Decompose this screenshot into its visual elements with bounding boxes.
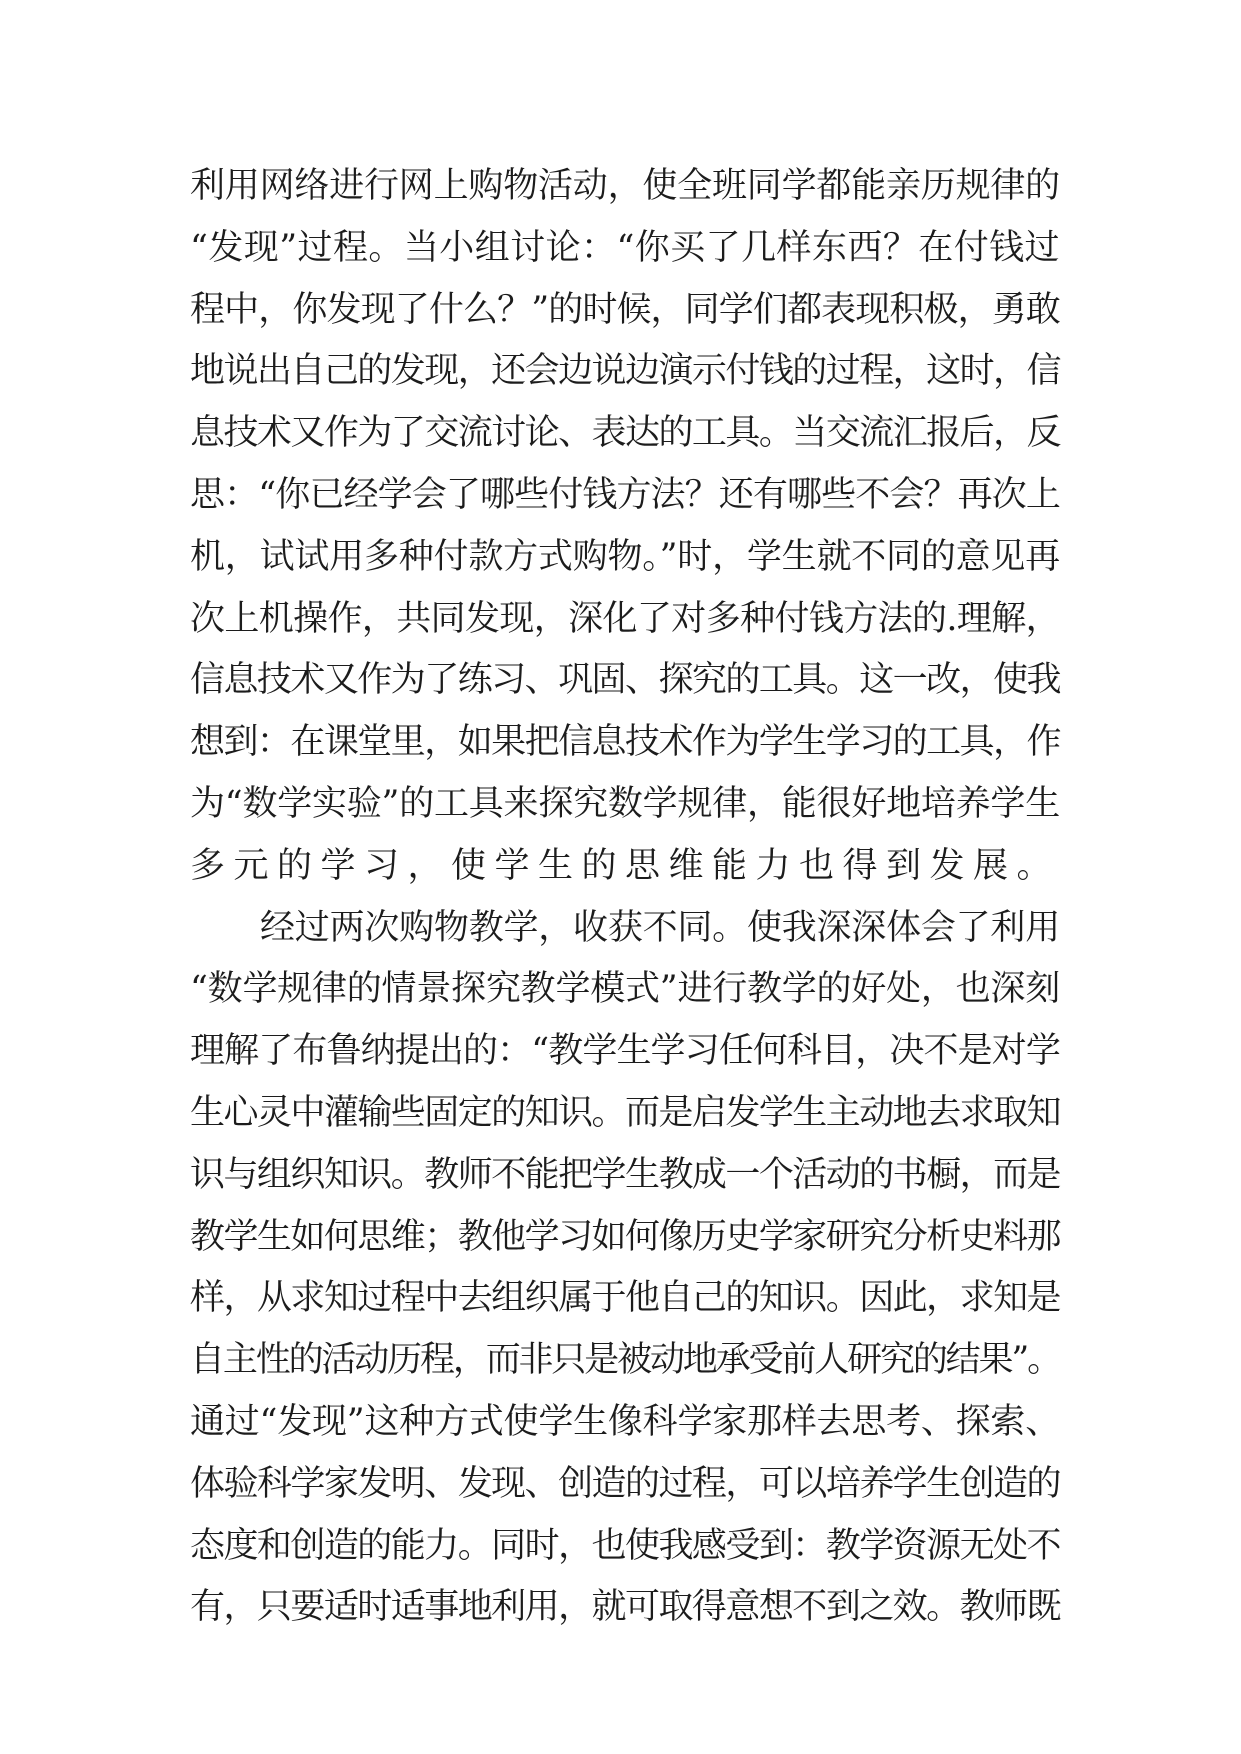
text-line: 样，从求知过程中去组织属于他自己的知识。因此，求知是: [190, 1278, 1060, 1319]
paragraph-1: [190, 156, 1060, 898]
text-line: 程中，你发现了什么？”的时候，同学们都表现积极，勇敢: [190, 289, 1060, 330]
text-line: 息技术又作为了交流讨论、表达的工具。当交流汇报后，反: [190, 413, 1060, 454]
text-line: 次上机操作，共同发现，深化了对多种付钱方法的.理解，: [190, 598, 1060, 639]
text-line: 生心灵中灌输些固定的知识。而是启发学生主动地去求取知: [190, 1092, 1060, 1133]
text-line: 信息技术又作为了练习、巩固、探究的工具。这一改，使我: [190, 660, 1060, 701]
text-line: “发现”过程。当小组讨论：“你买了几样东西？在付钱过: [190, 227, 1060, 268]
text-line: 多元的学习，使学生的思维能力也得到发展。: [190, 845, 1060, 886]
text-line: 通过“发现”这种方式使学生像科学家那样去思考、探索、: [190, 1401, 1060, 1442]
text-line: 识与组织知识。教师不能把学生教成一个活动的书橱，而是: [190, 1154, 1060, 1195]
text-line: 理解了布鲁纳提出的：“教学生学习任何科目，决不是对学: [190, 1031, 1060, 1072]
text-line: 为“数学实验”的工具来探究数学规律，能很好地培养学生: [190, 783, 1060, 824]
text-line: 思：“你已经学会了哪些付钱方法？还有哪些不会？再次上: [190, 474, 1060, 515]
text-line: “数学规律的情景探究教学模式”进行教学的好处，也深刻: [190, 969, 1060, 1010]
text-line: 有，只要适时适事地利用，就可取得意想不到之效。教师既: [190, 1587, 1060, 1628]
text-line: 态度和创造的能力。同时，也使我感受到：教学资源无处不: [190, 1525, 1060, 1566]
paragraph-2: [190, 898, 1060, 1640]
text-line: 利用网络进行网上购物活动，使全班同学都能亲历规律的: [190, 166, 1060, 206]
text-line: 地说出自己的发现，还会边说边演示付钱的过程，这时，信: [190, 351, 1060, 392]
text-line: 机，试试用多种付款方式购物。”时，学生就不同的意见再: [190, 536, 1060, 577]
text-line: 想到：在课堂里，如果把信息技术作为学生学习的工具，作: [190, 722, 1060, 763]
text-line: 体验科学家发明、发现、创造的过程，可以培养学生创造的: [190, 1463, 1060, 1504]
text-line: 自主性的活动历程，而非只是被动地承受前人研究的结果”。: [190, 1340, 1060, 1381]
text-line: 教学生如何思维；教他学习如何像历史学家研究分析史料那: [190, 1216, 1060, 1257]
text-line: 经过两次购物教学，收获不同。使我深深体会了利用: [260, 907, 1060, 948]
body-text: [190, 156, 1060, 1639]
